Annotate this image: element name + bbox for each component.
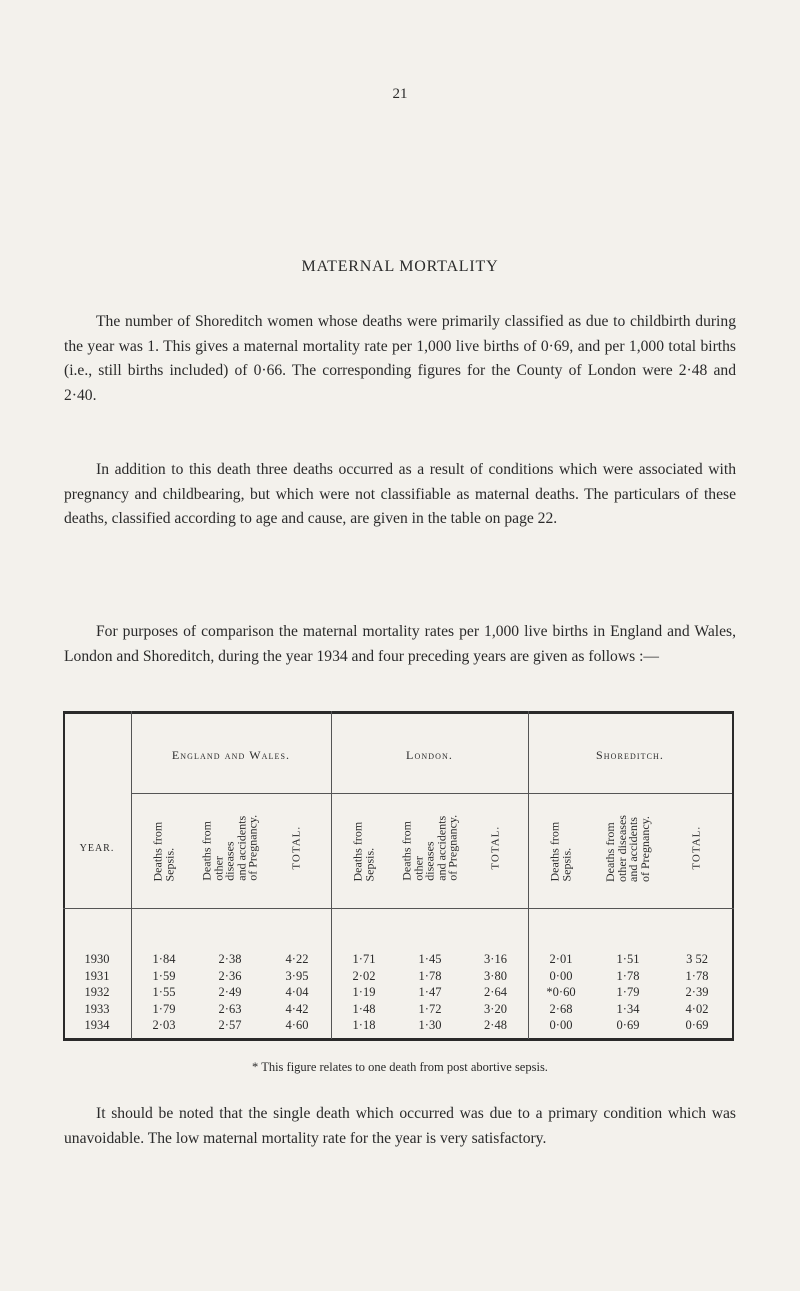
- table-cell: 1·34: [616, 1001, 640, 1016]
- table-cell: 4·02: [685, 1001, 709, 1016]
- table-row: [63, 969, 734, 986]
- group-header-shoreditch: Shoreditch.: [596, 748, 664, 762]
- table-body: [63, 952, 734, 1035]
- table-divider: [63, 908, 734, 909]
- table-cell: 1·72: [418, 1001, 442, 1016]
- table-cell: 1·71: [352, 952, 376, 966]
- year-column-header: YEAR.: [79, 843, 115, 854]
- table-top-rule: [63, 711, 734, 714]
- table-cell: 2·48: [484, 1018, 507, 1032]
- table-cell: 1·30: [418, 1018, 442, 1032]
- footnote: * This figure relates to one death from post abortive sepsis.: [252, 1060, 548, 1074]
- column-header-other-diseases: Deaths from other diseases and accidents of Pregnancy.: [603, 815, 652, 882]
- column-header-sepsis: Deaths from Sepsis.: [150, 821, 176, 881]
- table-cell: 1·79: [616, 985, 640, 999]
- table-cell: 1·45: [418, 952, 442, 966]
- table-cell: 1·55: [152, 985, 176, 999]
- table-cell: 4·04: [285, 985, 309, 999]
- table-cell: 2·38: [218, 952, 242, 966]
- table-bottom-rule: [63, 1038, 734, 1041]
- column-header-total: TOTAL.: [488, 826, 501, 870]
- table-cell: 1·78: [616, 968, 640, 983]
- table-cell: 3·16: [484, 952, 507, 966]
- table-cell: 0·69: [685, 1018, 709, 1032]
- table-cell: 2·03: [152, 1018, 176, 1032]
- table-cell: 1·51: [616, 952, 640, 966]
- column-header-other-diseases: Deaths from other diseases and accidents of Pregnancy.: [399, 815, 460, 881]
- year-cell: 1932: [84, 985, 110, 999]
- page-number: 21: [392, 86, 408, 102]
- table-cell: 1·48: [352, 1001, 376, 1016]
- table-cell: 1·78: [685, 968, 709, 983]
- column-header-sepsis: Deaths from Sepsis.: [350, 821, 376, 881]
- table-cell: 1·78: [418, 968, 442, 983]
- table-cell: 3 52: [686, 952, 708, 966]
- table-cell: 1·79: [152, 1001, 176, 1016]
- table-cell: 0·00: [549, 1018, 573, 1032]
- table-cell: 2·02: [352, 968, 376, 983]
- table-cell: 1·19: [352, 985, 376, 999]
- table-row: [63, 985, 734, 1002]
- maternal-mortality-table: [63, 711, 734, 1041]
- table-row: [63, 1018, 734, 1035]
- table-cell: 2·64: [484, 985, 507, 999]
- column-header-total: TOTAL.: [290, 826, 303, 870]
- year-cell: 1933: [84, 1001, 110, 1016]
- table-cell: 3·80: [484, 968, 507, 983]
- page-title: MATERNAL MORTALITY: [301, 258, 499, 275]
- table-cell: 3·20: [484, 1001, 507, 1016]
- table-cell: 1·59: [152, 968, 176, 983]
- group-header-england-wales: England and Wales.: [171, 748, 291, 762]
- table-cell: 2·63: [218, 1001, 242, 1016]
- table-cell: 2·49: [218, 985, 242, 999]
- table-cell: 4·42: [285, 1001, 309, 1016]
- table-cell: 1·47: [418, 985, 442, 999]
- column-header-sepsis: Deaths from Sepsis.: [547, 821, 573, 881]
- table-row: [63, 1002, 734, 1019]
- table-cell: *0·60: [546, 985, 576, 999]
- table-cell: 4·60: [285, 1018, 309, 1032]
- column-header-total: TOTAL.: [690, 826, 703, 870]
- table-cell: 0·00: [549, 968, 573, 983]
- table-cell: 2·01: [549, 952, 573, 966]
- year-cell: 1931: [84, 968, 110, 983]
- closing-paragraph: It should be noted that the single death which occurred was due to a primary condition which was unavoidable. The low maternal mortality rate for the year is very satisfactory.: [64, 1105, 736, 1147]
- column-header-other-diseases: Deaths from other diseases and accidents of Pregnancy.: [199, 815, 260, 881]
- year-cell: 1930: [84, 952, 110, 966]
- paragraph-2: In addition to this death three deaths occurred as a result of conditions which were associated with pregnancy and childbearing, but which were not classifiable as maternal deaths. The particulars of these deaths, classified according to age and cause, are given in the table on page 22.: [64, 461, 736, 527]
- paragraph-3: For purposes of comparison the maternal mortality rates per 1,000 live births in England and Wales, London and Shoreditch, during the year 1934 and four preceding years are given as follows :—: [64, 623, 736, 665]
- table-cell: 4·22: [285, 952, 309, 966]
- table-cell: 2·39: [685, 985, 709, 999]
- table-cell: 3·95: [285, 968, 309, 983]
- table-cell: 2·57: [218, 1018, 242, 1032]
- table-cell: 2·36: [218, 968, 242, 983]
- table-cell: 0·69: [616, 1018, 640, 1032]
- table-cell: 1·18: [352, 1018, 376, 1032]
- group-header-london: London.: [406, 748, 453, 762]
- table-row: [63, 952, 734, 969]
- paragraph-1: The number of Shoreditch women whose deaths were primarily classified as due to childbirth during the year was 1. This gives a maternal mortality rate per 1,000 live births of 0·69, and per 1,000 total births (i.e., still births included) of 0·66. The corresponding figures for the County of London were 2·48 and 2·40.: [64, 313, 736, 404]
- table-cell: 2·68: [549, 1001, 573, 1016]
- year-cell: 1934: [84, 1018, 110, 1032]
- table-cell: 1·84: [152, 952, 176, 966]
